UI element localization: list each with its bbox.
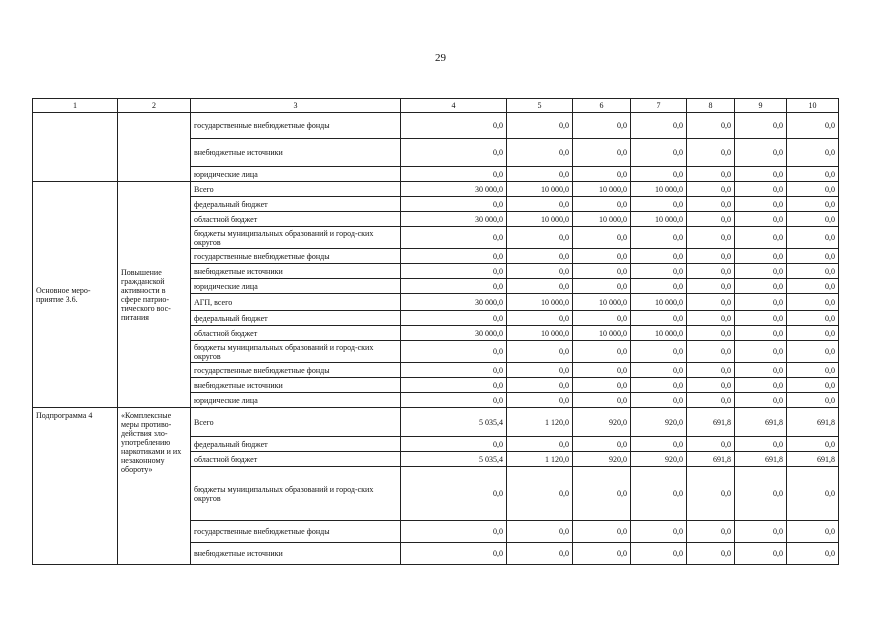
funding-source-cell: внебюджетные источники [191,264,401,279]
value-cell: 920,0 [631,452,687,467]
header-cell: 3 [191,99,401,113]
value-cell: 0,0 [573,543,631,565]
value-cell: 0,0 [401,197,507,212]
value-cell: 691,8 [687,408,735,437]
value-cell: 0,0 [735,326,787,341]
value-cell: 10 000,0 [631,212,687,227]
value-cell: 10 000,0 [631,182,687,197]
value-cell: 0,0 [573,249,631,264]
value-cell: 10 000,0 [631,326,687,341]
header-cell: 7 [631,99,687,113]
value-cell: 0,0 [687,311,735,326]
value-cell: 0,0 [573,341,631,363]
value-cell: 920,0 [573,408,631,437]
value-cell: 0,0 [687,521,735,543]
value-cell: 0,0 [631,197,687,212]
value-cell: 0,0 [573,363,631,378]
value-cell: 0,0 [631,543,687,565]
program-name-cell: Основное меро-приятие 3.6. [33,182,118,408]
value-cell: 0,0 [507,227,573,249]
funding-source-cell: юридические лица [191,167,401,182]
value-cell: 0,0 [687,467,735,521]
value-cell: 0,0 [631,393,687,408]
value-cell: 0,0 [735,521,787,543]
page-number: 29 [435,52,446,64]
value-cell: 0,0 [687,279,735,294]
value-cell: 0,0 [787,467,839,521]
value-cell: 920,0 [631,408,687,437]
header-row [33,99,839,113]
value-cell: 0,0 [573,521,631,543]
value-cell: 10 000,0 [507,326,573,341]
value-cell: 691,8 [735,452,787,467]
program-description-cell: Повышение гражданской активности в сфере патрио-тического вос-питания [118,182,191,408]
program-description-cell: «Комплексные меры противо-действия зло-употреблению наркотиками и их незаконному обороту» [118,408,191,565]
value-cell: 0,0 [573,167,631,182]
value-cell: 0,0 [507,437,573,452]
header-cell: 2 [118,99,191,113]
value-cell: 0,0 [507,167,573,182]
value-cell: 0,0 [401,139,507,167]
value-cell: 0,0 [787,437,839,452]
value-cell: 0,0 [507,341,573,363]
funding-source-cell: юридические лица [191,279,401,294]
value-cell: 10 000,0 [573,294,631,311]
value-cell: 0,0 [507,197,573,212]
value-cell: 0,0 [787,197,839,212]
value-cell: 0,0 [507,378,573,393]
value-cell: 0,0 [401,437,507,452]
value-cell: 0,0 [687,294,735,311]
funding-source-cell: областной бюджет [191,452,401,467]
value-cell: 0,0 [507,279,573,294]
funding-source-cell: федеральный бюджет [191,311,401,326]
funding-source-cell: областной бюджет [191,326,401,341]
value-cell: 30 000,0 [401,212,507,227]
value-cell: 0,0 [573,393,631,408]
value-cell: 691,8 [787,408,839,437]
value-cell: 691,8 [735,408,787,437]
value-cell: 0,0 [787,264,839,279]
funding-source-cell: бюджеты муниципальных образований и город-ских округов [191,227,401,249]
program-name-cell: Подпрограмма 4 [33,408,118,565]
value-cell: 0,0 [735,182,787,197]
value-cell: 10 000,0 [507,182,573,197]
value-cell: 0,0 [507,521,573,543]
value-cell: 1 120,0 [507,408,573,437]
value-cell: 0,0 [507,249,573,264]
funding-source-cell: внебюджетные источники [191,378,401,393]
table-row [33,182,839,197]
value-cell: 0,0 [787,311,839,326]
value-cell: 0,0 [687,212,735,227]
funding-source-cell: бюджеты муниципальных образований и город-ских округов [191,467,401,521]
value-cell: 0,0 [573,139,631,167]
value-cell: 0,0 [687,543,735,565]
value-cell: 0,0 [573,311,631,326]
program-name-cell [33,113,118,182]
value-cell: 0,0 [573,227,631,249]
program-description-cell [118,113,191,182]
value-cell: 0,0 [401,264,507,279]
value-cell: 0,0 [631,264,687,279]
value-cell: 0,0 [573,378,631,393]
header-cell: 4 [401,99,507,113]
value-cell: 0,0 [631,341,687,363]
funding-source-cell: внебюджетные источники [191,139,401,167]
value-cell: 10 000,0 [573,212,631,227]
value-cell: 0,0 [687,264,735,279]
value-cell: 0,0 [735,378,787,393]
funding-source-cell: Всего [191,408,401,437]
value-cell: 0,0 [573,113,631,139]
value-cell: 0,0 [401,341,507,363]
funding-source-cell: Всего [191,182,401,197]
value-cell: 0,0 [401,378,507,393]
value-cell: 0,0 [507,311,573,326]
funding-source-cell: бюджеты муниципальных образований и город-ских округов [191,341,401,363]
value-cell: 0,0 [735,294,787,311]
value-cell: 0,0 [687,378,735,393]
value-cell: 0,0 [787,294,839,311]
value-cell: 30 000,0 [401,294,507,311]
value-cell: 0,0 [735,543,787,565]
value-cell: 0,0 [687,113,735,139]
value-cell: 0,0 [735,212,787,227]
value-cell: 0,0 [631,113,687,139]
value-cell: 0,0 [631,279,687,294]
value-cell: 691,8 [687,452,735,467]
value-cell: 0,0 [687,393,735,408]
value-cell: 0,0 [787,182,839,197]
value-cell: 0,0 [687,227,735,249]
value-cell: 0,0 [631,521,687,543]
value-cell: 30 000,0 [401,182,507,197]
value-cell: 0,0 [631,437,687,452]
value-cell: 691,8 [787,452,839,467]
header-cell: 5 [507,99,573,113]
value-cell: 0,0 [787,279,839,294]
value-cell: 5 035,4 [401,452,507,467]
value-cell: 0,0 [573,197,631,212]
value-cell: 0,0 [735,113,787,139]
value-cell: 0,0 [787,543,839,565]
value-cell: 0,0 [631,139,687,167]
value-cell: 0,0 [787,113,839,139]
value-cell: 0,0 [735,197,787,212]
value-cell: 0,0 [787,326,839,341]
value-cell: 0,0 [787,227,839,249]
value-cell: 0,0 [507,264,573,279]
value-cell: 0,0 [735,311,787,326]
header-cell: 8 [687,99,735,113]
header-cell: 1 [33,99,118,113]
value-cell: 0,0 [507,363,573,378]
header-cell: 10 [787,99,839,113]
value-cell: 10 000,0 [573,182,631,197]
value-cell: 0,0 [787,167,839,182]
value-cell: 0,0 [573,467,631,521]
value-cell: 1 120,0 [507,452,573,467]
value-cell: 0,0 [507,393,573,408]
value-cell: 0,0 [735,467,787,521]
value-cell: 0,0 [735,279,787,294]
value-cell: 0,0 [735,264,787,279]
funding-source-cell: государственные внебюджетные фонды [191,249,401,264]
value-cell: 0,0 [401,521,507,543]
value-cell: 0,0 [735,363,787,378]
funding-source-cell: юридические лица [191,393,401,408]
value-cell: 0,0 [735,227,787,249]
value-cell: 0,0 [735,341,787,363]
value-cell: 10 000,0 [507,212,573,227]
value-cell: 0,0 [787,363,839,378]
value-cell: 0,0 [631,167,687,182]
table-body [33,113,839,565]
value-cell: 0,0 [687,197,735,212]
value-cell: 10 000,0 [507,294,573,311]
value-cell: 0,0 [401,311,507,326]
value-cell: 0,0 [735,437,787,452]
value-cell: 10 000,0 [631,294,687,311]
value-cell: 0,0 [735,249,787,264]
header-cell: 6 [573,99,631,113]
value-cell: 0,0 [787,341,839,363]
value-cell: 0,0 [401,167,507,182]
value-cell: 0,0 [687,326,735,341]
value-cell: 0,0 [401,227,507,249]
value-cell: 0,0 [687,139,735,167]
value-cell: 0,0 [631,378,687,393]
funding-source-cell: внебюджетные источники [191,543,401,565]
value-cell: 0,0 [687,182,735,197]
value-cell: 0,0 [687,249,735,264]
value-cell: 0,0 [787,521,839,543]
value-cell: 0,0 [507,543,573,565]
value-cell: 0,0 [631,227,687,249]
value-cell: 0,0 [787,139,839,167]
value-cell: 0,0 [787,378,839,393]
funding-table [32,98,839,565]
value-cell: 0,0 [573,279,631,294]
value-cell: 0,0 [507,139,573,167]
value-cell: 0,0 [787,393,839,408]
funding-source-cell: АГП, всего [191,294,401,311]
value-cell: 30 000,0 [401,326,507,341]
value-cell: 0,0 [735,393,787,408]
value-cell: 0,0 [401,249,507,264]
value-cell: 0,0 [401,393,507,408]
value-cell: 10 000,0 [573,326,631,341]
value-cell: 5 035,4 [401,408,507,437]
funding-source-cell: федеральный бюджет [191,197,401,212]
value-cell: 0,0 [631,311,687,326]
value-cell: 0,0 [687,341,735,363]
value-cell: 0,0 [401,543,507,565]
value-cell: 0,0 [631,249,687,264]
value-cell: 0,0 [631,363,687,378]
value-cell: 0,0 [401,279,507,294]
value-cell: 0,0 [735,167,787,182]
value-cell: 0,0 [687,167,735,182]
value-cell: 0,0 [735,139,787,167]
value-cell: 0,0 [687,437,735,452]
value-cell: 0,0 [687,363,735,378]
value-cell: 0,0 [631,467,687,521]
funding-source-cell: федеральный бюджет [191,437,401,452]
funding-source-cell: областной бюджет [191,212,401,227]
funding-source-cell: государственные внебюджетные фонды [191,363,401,378]
value-cell: 0,0 [507,113,573,139]
value-cell: 0,0 [573,437,631,452]
header-cell: 9 [735,99,787,113]
table-row [33,408,839,437]
value-cell: 0,0 [787,249,839,264]
value-cell: 0,0 [787,212,839,227]
value-cell: 0,0 [507,467,573,521]
value-cell: 0,0 [573,264,631,279]
funding-source-cell: государственные внебюджетные фонды [191,521,401,543]
table-row [33,113,839,139]
value-cell: 0,0 [401,113,507,139]
value-cell: 920,0 [573,452,631,467]
funding-source-cell: государственные внебюджетные фонды [191,113,401,139]
value-cell: 0,0 [401,363,507,378]
value-cell: 0,0 [401,467,507,521]
